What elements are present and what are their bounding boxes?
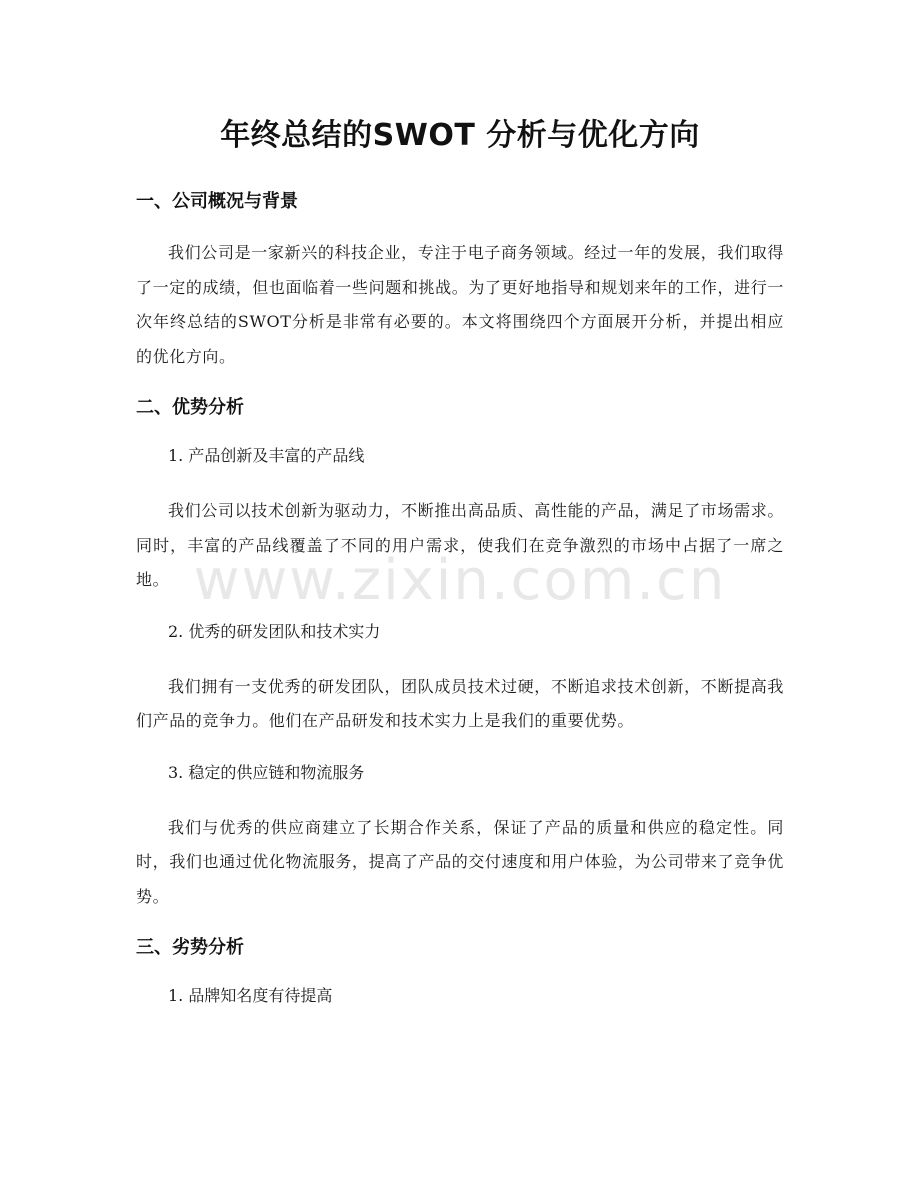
subheading-strength-2: 2. 优秀的研发团队和技术实力 <box>168 621 381 641</box>
watermark: www.zixin.com.cn <box>193 548 727 613</box>
document-title: 年终总结的SWOT 分析与优化方向 <box>220 118 700 153</box>
paragraph-strength-1: 我们公司以技术创新为驱动力，不断推出高品质、高性能的产品，满足了市场需求。同时，丰富的产品线覆盖了不同的用户需求，使我们在竞争激烈的市场中占据了一席之地。 <box>136 501 784 589</box>
subheading-strength-3: 3. 稳定的供应链和物流服务 <box>168 762 365 782</box>
subheading-weakness-1: 1. 品牌知名度有待提高 <box>168 986 333 1005</box>
section-heading-strengths: 二、优势分析 <box>136 397 244 418</box>
paragraph-strength-2: 我们拥有一支优秀的研发团队，团队成员技术过硬，不断追求技术创新，不断提高我们产品的竞争力。他们在产品研发和技术实力上是我们的重要优势。 <box>136 676 784 730</box>
document-body <box>136 188 784 1034</box>
section-heading-overview: 一、公司概况与背景 <box>136 191 298 212</box>
paragraph-strength-3: 我们与优秀的供应商建立了长期合作关系，保证了产品的质量和供应的稳定性。同时，我们也通过优化物流服务，提高了产品的交付速度和用户体验，为公司带来了竞争优势。 <box>136 817 784 906</box>
section-paragraph-overview: 我们公司是一家新兴的科技企业，专注于电子商务领域。经过一年的发展，我们取得了一定的成绩，但也面临着一些问题和挑战。为了更好地指导和规划来年的工作，进行一次年终总结的SWOT分析是非常有必要的。本文将围绕四个方面展开分析，并提出相应的优化方向。 <box>136 243 784 366</box>
section-heading-weaknesses: 三、劣势分析 <box>136 937 244 958</box>
subheading-strength-1: 1. 产品创新及丰富的产品线 <box>168 446 365 465</box>
